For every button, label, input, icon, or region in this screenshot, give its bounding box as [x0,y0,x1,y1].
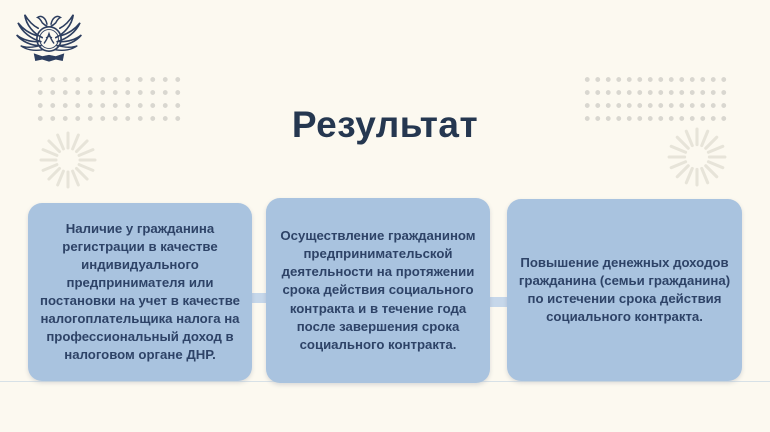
result-box-1-text: Наличие у гражданина регистрации в качестве индивидуального предпринимателя или постановки на учет в качестве налогоплательщика налога на профессиональный доход в налоговом органе ДНР. [40,220,240,363]
result-box-2-text: Осуществление гражданином предпринимательской деятельности на протяжении срока действия социального контракта и в течение года после завершения срока социального контракта. [280,228,476,352]
double-headed-eagle-emblem-icon [15,8,83,70]
result-box-1 [28,203,252,381]
slide-title: Результат [291,104,479,145]
result-box-3 [507,199,742,381]
bottom-divider-line [0,381,770,382]
result-box-2 [266,198,490,383]
result-box-3-text: Повышение денежных доходов гражданина (семьи гражданина) по истечении срока действия социального контракта. [518,254,731,325]
